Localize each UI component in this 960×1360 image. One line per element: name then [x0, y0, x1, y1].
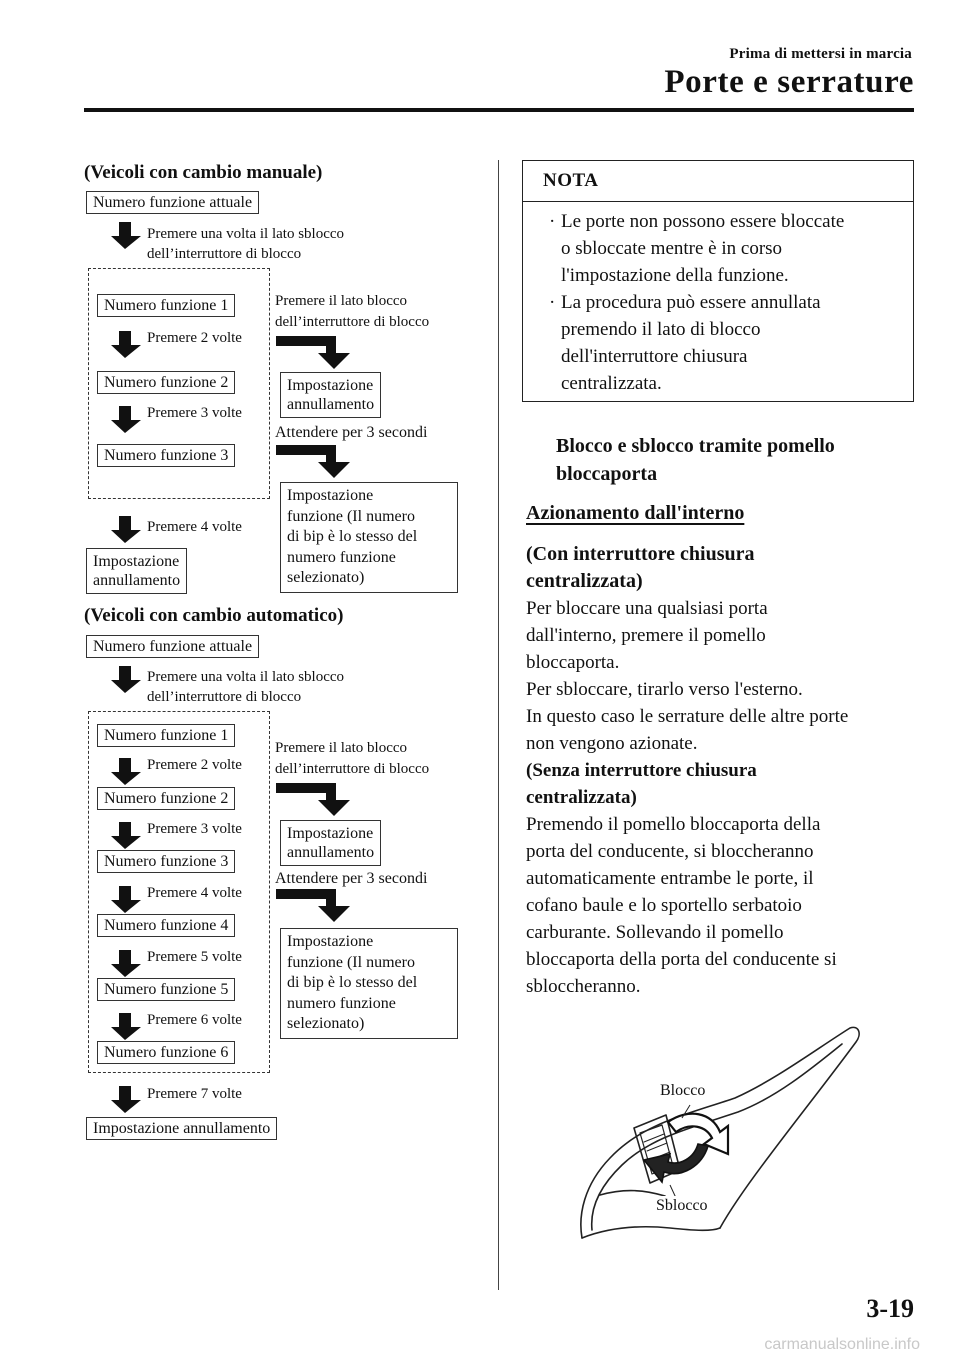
without-switch-heading: (Senza interruttore chiusura centralizzata) — [526, 760, 757, 808]
automatic-press-3-label: Premere 3 volte — [147, 821, 242, 837]
with-switch-heading: (Con interruttore chiusura centralizzata) — [526, 543, 755, 592]
chapter-title: Porte e serrature — [664, 64, 914, 100]
automatic-press-4-label: Premere 4 volte — [147, 885, 242, 901]
automatic-press-6-label: Premere 6 volte — [147, 1012, 242, 1028]
manual-press-lock-label: Premere il lato blocco dell’interruttore di blocco — [275, 293, 430, 330]
automatic-function-4-box: Numero funzione 4 — [97, 914, 235, 937]
header-rule — [84, 108, 914, 112]
automatic-function-5-box: Numero funzione 5 — [97, 978, 235, 1001]
down-arrow-icon — [111, 666, 143, 694]
note-item: · Le porte non possono essere bloccate o sbloccate mentre è in corso l'impostazione della funzione. — [549, 211, 845, 286]
automatic-title: (Veicoli con cambio automatico) — [84, 605, 344, 626]
manual-press-4-label: Premere 4 volte — [147, 519, 242, 535]
door-lock-knob-illustration — [570, 1020, 870, 1245]
down-arrow-icon — [111, 758, 143, 786]
down-arrow-icon — [111, 822, 143, 850]
automatic-set-function-box: Impostazione funzione (Il numero di bip è lo stesso del numero funzione selezionato) — [280, 928, 458, 1039]
column-divider — [498, 160, 499, 1290]
note-title: NOTA — [523, 161, 913, 202]
manual-current-function-box: Numero funzione attuale — [86, 191, 259, 214]
down-arrow-icon — [111, 1086, 143, 1114]
down-arrow-icon — [111, 950, 143, 978]
unlock-label: Sblocco — [656, 1197, 708, 1214]
without-switch-paragraph: Premendo il pomello bloccaporta della porta del conducente, si bloccheranno automaticamente entrambe le porte, il cofano baule e lo sportello serbatoio carburante. Sollevando il pomello bloccaporta della porta del conducente si sbloccheranno. — [526, 814, 837, 997]
manual-side-cancel-box: Impostazione annullamento — [280, 372, 381, 418]
watermark: carmanualsonline.info — [764, 1336, 920, 1353]
automatic-function-1-box: Numero funzione 1 — [97, 724, 235, 747]
manual-press-2-label: Premere 2 volte — [147, 330, 242, 346]
note-item: · La procedura può essere annullata premendo il lato di blocco dell'interruttore chiusura centralizzata. — [549, 292, 821, 394]
automatic-press-5-label: Premere 5 volte — [147, 949, 242, 965]
manual-function-1-box: Numero funzione 1 — [97, 294, 235, 317]
automatic-press-2-label: Premere 2 volte — [147, 757, 242, 773]
right-down-arrow-icon — [276, 333, 356, 371]
automatic-side-cancel-box: Impostazione annullamento — [280, 820, 381, 866]
manual-cancel-box: Impostazione annullamento — [86, 548, 187, 594]
manual-press-3-label: Premere 3 volte — [147, 405, 242, 421]
down-arrow-icon — [111, 1013, 143, 1041]
automatic-press-lock-label: Premere il lato blocco dell’interruttore di blocco — [275, 740, 430, 777]
note-box — [522, 160, 914, 402]
down-arrow-icon — [111, 331, 143, 359]
down-arrow-icon — [111, 516, 143, 544]
right-down-arrow-icon — [276, 442, 356, 480]
manual-function-2-box: Numero funzione 2 — [97, 371, 235, 394]
down-arrow-icon — [111, 222, 143, 250]
with-switch-paragraph: Per bloccare una qualsiasi porta dall'interno, premere il pomello bloccaporta. Per sbloccare, tirarlo verso l'esterno. In questo caso le serrature delle altre porte non vengono azionate. — [526, 598, 849, 754]
down-arrow-icon — [111, 886, 143, 914]
automatic-function-3-box: Numero funzione 3 — [97, 850, 235, 873]
manual-function-3-box: Numero funzione 3 — [97, 444, 235, 467]
subheading: Azionamento dall'interno — [526, 502, 745, 524]
automatic-press-once-label: Premere una volta il lato sblocco dell’interruttore di blocco — [147, 669, 345, 705]
manual-set-function-box: Impostazione funzione (Il numero di bip è lo stesso del numero funzione selezionato) — [280, 482, 458, 593]
automatic-function-6-box: Numero funzione 6 — [97, 1041, 235, 1064]
section-title: Prima di mettersi in marcia — [729, 46, 912, 62]
down-arrow-icon — [111, 406, 143, 434]
lock-label: Blocco — [660, 1082, 706, 1099]
manual-title: (Veicoli con cambio manuale) — [84, 162, 323, 183]
automatic-function-2-box: Numero funzione 2 — [97, 787, 235, 810]
section-heading: Blocco e sblocco tramite pomello bloccaporta — [556, 435, 835, 485]
manual-press-once-label: Premere una volta il lato sblocco dell’interruttore di blocco — [147, 226, 345, 262]
automatic-cancel-box: Impostazione annullamento — [86, 1117, 277, 1140]
page-number: 3-19 — [866, 1294, 914, 1323]
automatic-press-7-label: Premere 7 volte — [147, 1086, 242, 1102]
right-down-arrow-icon — [276, 780, 356, 818]
manual-wait-label: Attendere per 3 secondi — [275, 424, 428, 441]
automatic-wait-label: Attendere per 3 secondi — [275, 870, 428, 887]
automatic-current-function-box: Numero funzione attuale — [86, 635, 259, 658]
right-down-arrow-icon — [276, 886, 356, 924]
